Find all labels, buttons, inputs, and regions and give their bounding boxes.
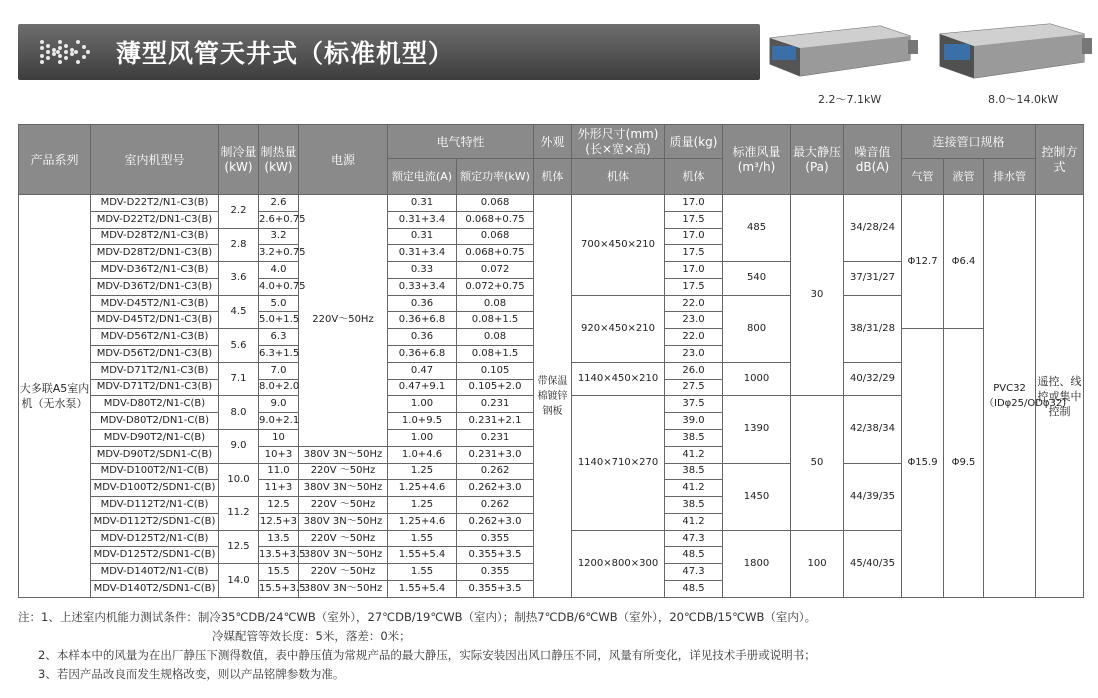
model-cell: MDV-D80T2/DN1-C(B) bbox=[91, 413, 219, 430]
rated-power-cell: 0.105+2.0 bbox=[457, 379, 534, 396]
header-airflow: 标准风量(m³/h) bbox=[723, 125, 791, 195]
rated-power-cell: 0.262 bbox=[457, 497, 534, 514]
title-banner bbox=[18, 24, 760, 80]
dimensions-cell: 1200×800×300 bbox=[572, 530, 665, 597]
heating-cell: 8.0+2.0 bbox=[259, 379, 299, 396]
power-cell: 220V ～50Hz bbox=[299, 564, 388, 581]
model-cell: MDV-D56T2/DN1-C3(B) bbox=[91, 346, 219, 363]
series-cell: 大多联A5室内机（无水泵） bbox=[19, 195, 91, 598]
airflow-cell: 800 bbox=[723, 295, 791, 362]
product-caption-large: 8.0～14.0kW bbox=[988, 93, 1059, 106]
cooling-cell: 9.0 bbox=[219, 429, 259, 463]
noise-cell: 45/40/35 bbox=[844, 530, 902, 597]
weight-cell: 17.0 bbox=[665, 195, 723, 212]
heating-cell: 3.2+0.75 bbox=[259, 245, 299, 262]
spec-table bbox=[18, 124, 1084, 598]
heating-cell: 5.0 bbox=[259, 295, 299, 312]
current-cell: 0.36+6.8 bbox=[388, 346, 457, 363]
rated-power-cell: 0.355+3.5 bbox=[457, 547, 534, 564]
current-cell: 1.55 bbox=[388, 530, 457, 547]
note-1b: 冷媒配管等效长度：5米，落差：0米； bbox=[212, 629, 411, 643]
current-cell: 0.31+3.4 bbox=[388, 245, 457, 262]
airflow-cell: 1450 bbox=[723, 463, 791, 530]
power-cell: 380V 3N～50Hz bbox=[299, 547, 388, 564]
heating-cell: 5.0+1.5 bbox=[259, 312, 299, 329]
header-static: 最大静压(Pa) bbox=[791, 125, 844, 195]
heating-cell: 15.5+3.5 bbox=[259, 580, 299, 597]
noise-cell: 42/38/34 bbox=[844, 396, 902, 463]
dimensions-cell: 1140×710×270 bbox=[572, 396, 665, 530]
current-cell: 0.33 bbox=[388, 262, 457, 279]
weight-cell: 41.2 bbox=[665, 513, 723, 530]
heating-cell: 9.0 bbox=[259, 396, 299, 413]
model-cell: MDV-D36T2/N1-C3(B) bbox=[91, 262, 219, 279]
header-gas: 气管 bbox=[902, 159, 944, 195]
airflow-cell: 1390 bbox=[723, 396, 791, 463]
current-cell: 1.55+5.4 bbox=[388, 580, 457, 597]
airflow-cell: 485 bbox=[723, 195, 791, 262]
rated-power-cell: 0.08 bbox=[457, 329, 534, 346]
power-cell: 220V ～50Hz bbox=[299, 463, 388, 480]
rated-power-cell: 0.08 bbox=[457, 295, 534, 312]
model-cell: MDV-D71T2/DN1-C3(B) bbox=[91, 379, 219, 396]
heating-cell: 12.5+3 bbox=[259, 513, 299, 530]
rated-power-cell: 0.231+2.1 bbox=[457, 413, 534, 430]
noise-cell: 38/31/28 bbox=[844, 295, 902, 362]
weight-cell: 37.5 bbox=[665, 396, 723, 413]
current-cell: 1.00 bbox=[388, 429, 457, 446]
current-cell: 1.55+5.4 bbox=[388, 547, 457, 564]
heating-cell: 9.0+2.1 bbox=[259, 413, 299, 430]
weight-cell: 22.0 bbox=[665, 329, 723, 346]
page-title: 薄型风管天井式（标准机型） bbox=[116, 39, 455, 68]
noise-cell: 34/28/24 bbox=[844, 195, 902, 262]
rated-power-cell: 0.355 bbox=[457, 530, 534, 547]
heating-cell: 13.5 bbox=[259, 530, 299, 547]
dimensions-cell: 1140×450×210 bbox=[572, 362, 665, 396]
model-cell: MDV-D125T2/N1-C(B) bbox=[91, 530, 219, 547]
header-model: 室内机型号 bbox=[91, 125, 219, 195]
heating-cell: 12.5 bbox=[259, 497, 299, 514]
product-caption-small: 2.2～7.1kW bbox=[818, 93, 882, 106]
header-liquid: 液管 bbox=[944, 159, 984, 195]
model-cell: MDV-D112T2/N1-C(B) bbox=[91, 497, 219, 514]
weight-cell: 38.5 bbox=[665, 463, 723, 480]
rated-power-cell: 0.105 bbox=[457, 362, 534, 379]
model-cell: MDV-D140T2/N1-C(B) bbox=[91, 564, 219, 581]
heating-cell: 10 bbox=[259, 429, 299, 446]
heating-cell: 3.2 bbox=[259, 228, 299, 245]
heating-cell: 4.0 bbox=[259, 262, 299, 279]
note-2: 2、本样本中的风量为在出厂静压下测得数值，表中静压值为常规产品的最大静压，实际安装因出风口静压不同，风量有所变化，详见技术手册或说明书； bbox=[38, 648, 816, 662]
weight-cell: 23.0 bbox=[665, 346, 723, 363]
current-cell: 1.25 bbox=[388, 463, 457, 480]
static-cell: 30 bbox=[791, 195, 844, 396]
model-cell: MDV-D22T2/N1-C3(B) bbox=[91, 195, 219, 212]
rated-power-cell: 0.08+1.5 bbox=[457, 346, 534, 363]
note-1: 注：1、上述室内机能力测试条件：制冷35℃DB/24℃WB（室外），27℃DB/19℃WB（室内）；制热7℃DB/6℃WB（室外），20℃DB/15℃WB（室内）。 bbox=[18, 610, 817, 624]
cooling-cell: 3.6 bbox=[219, 262, 259, 296]
current-cell: 1.00 bbox=[388, 396, 457, 413]
header-dimensions: 外形尺寸(mm)(长×宽×高) bbox=[572, 125, 665, 159]
weight-cell: 39.0 bbox=[665, 413, 723, 430]
current-cell: 0.47+9.1 bbox=[388, 379, 457, 396]
cooling-cell: 11.2 bbox=[219, 497, 259, 531]
power-cell: 380V 3N～50Hz bbox=[299, 580, 388, 597]
model-cell: MDV-D90T2/N1-C(B) bbox=[91, 429, 219, 446]
header-noise: 噪音值dB(A) bbox=[844, 125, 902, 195]
model-cell: MDV-D45T2/DN1-C3(B) bbox=[91, 312, 219, 329]
model-cell: MDV-D100T2/SDN1-C(B) bbox=[91, 480, 219, 497]
model-cell: MDV-D22T2/DN1-C3(B) bbox=[91, 211, 219, 228]
power-cell: 380V 3N～50Hz bbox=[299, 446, 388, 463]
header-current: 额定电流(A) bbox=[388, 159, 457, 195]
rated-power-cell: 0.231+3.0 bbox=[457, 446, 534, 463]
weight-cell: 38.5 bbox=[665, 429, 723, 446]
weight-cell: 26.0 bbox=[665, 362, 723, 379]
rated-power-cell: 0.072+0.75 bbox=[457, 278, 534, 295]
model-cell: MDV-D125T2/SDN1-C(B) bbox=[91, 547, 219, 564]
gas-cell: Φ15.9 bbox=[902, 329, 944, 598]
cooling-cell: 7.1 bbox=[219, 362, 259, 396]
header-control: 控制方式 bbox=[1036, 125, 1084, 195]
current-cell: 0.36+6.8 bbox=[388, 312, 457, 329]
noise-cell: 44/39/35 bbox=[844, 463, 902, 530]
header-dimensions-body: 机体 bbox=[572, 159, 665, 195]
power-cell: 220V～50Hz bbox=[299, 195, 388, 447]
noise-cell: 37/31/27 bbox=[844, 262, 902, 296]
weight-cell: 48.5 bbox=[665, 547, 723, 564]
rated-power-cell: 0.072 bbox=[457, 262, 534, 279]
current-cell: 1.0+9.5 bbox=[388, 413, 457, 430]
model-cell: MDV-D45T2/N1-C3(B) bbox=[91, 295, 219, 312]
rated-power-cell: 0.068 bbox=[457, 195, 534, 212]
current-cell: 0.36 bbox=[388, 329, 457, 346]
heating-cell: 7.0 bbox=[259, 362, 299, 379]
current-cell: 0.31 bbox=[388, 195, 457, 212]
airflow-cell: 1800 bbox=[723, 530, 791, 597]
weight-cell: 41.2 bbox=[665, 446, 723, 463]
model-cell: MDV-D28T2/DN1-C3(B) bbox=[91, 245, 219, 262]
cooling-cell: 5.6 bbox=[219, 329, 259, 363]
noise-cell: 40/32/29 bbox=[844, 362, 902, 396]
model-cell: MDV-D56T2/N1-C3(B) bbox=[91, 329, 219, 346]
header-heating: 制热量(kW) bbox=[259, 125, 299, 195]
header-weight-body: 机体 bbox=[665, 159, 723, 195]
liquid-cell: Φ6.4 bbox=[944, 195, 984, 329]
model-cell: MDV-D140T2/SDN1-C(B) bbox=[91, 580, 219, 597]
appearance-cell: 带保温棉镀锌钢板 bbox=[534, 195, 572, 598]
current-cell: 1.25 bbox=[388, 497, 457, 514]
power-cell: 220V ～50Hz bbox=[299, 530, 388, 547]
current-cell: 1.25+4.6 bbox=[388, 513, 457, 530]
current-cell: 0.36 bbox=[388, 295, 457, 312]
model-cell: MDV-D100T2/N1-C(B) bbox=[91, 463, 219, 480]
weight-cell: 17.5 bbox=[665, 211, 723, 228]
rated-power-cell: 0.068+0.75 bbox=[457, 211, 534, 228]
rated-power-cell: 0.262+3.0 bbox=[457, 513, 534, 530]
heating-cell: 11.0 bbox=[259, 463, 299, 480]
heating-cell: 2.6 bbox=[259, 195, 299, 212]
weight-cell: 47.3 bbox=[665, 530, 723, 547]
header-appearance: 外观 bbox=[534, 125, 572, 159]
airflow-cell: 1000 bbox=[723, 362, 791, 396]
current-cell: 0.47 bbox=[388, 362, 457, 379]
weight-cell: 17.5 bbox=[665, 245, 723, 262]
header-rated-power: 额定功率(kW) bbox=[457, 159, 534, 195]
cooling-cell: 8.0 bbox=[219, 396, 259, 430]
model-cell: MDV-D36T2/DN1-C3(B) bbox=[91, 278, 219, 295]
weight-cell: 17.5 bbox=[665, 278, 723, 295]
liquid-cell: Φ9.5 bbox=[944, 329, 984, 598]
cooling-cell: 2.2 bbox=[219, 195, 259, 229]
heating-cell: 6.3 bbox=[259, 329, 299, 346]
cooling-cell: 10.0 bbox=[219, 463, 259, 497]
static-cell: 100 bbox=[791, 530, 844, 597]
power-cell: 380V 3N～50Hz bbox=[299, 513, 388, 530]
heating-cell: 10+3 bbox=[259, 446, 299, 463]
note-3: 3、若因产品改良而发生规格改变，则以产品铭牌参数为准。 bbox=[38, 667, 345, 681]
weight-cell: 48.5 bbox=[665, 580, 723, 597]
header-pipe: 连接管口规格 bbox=[902, 125, 1036, 159]
header-cooling: 制冷量(kW) bbox=[219, 125, 259, 195]
header-weight: 质量(kg) bbox=[665, 125, 723, 159]
header-appearance-body: 机体 bbox=[534, 159, 572, 195]
control-cell: 遥控、线控或集中控制 bbox=[1036, 195, 1084, 598]
rated-power-cell: 0.068+0.75 bbox=[457, 245, 534, 262]
static-cell: 50 bbox=[791, 396, 844, 530]
header-power: 电源 bbox=[299, 125, 388, 195]
double-chevron-icon bbox=[38, 38, 90, 66]
rated-power-cell: 0.231 bbox=[457, 396, 534, 413]
model-cell: MDV-D90T2/SDN1-C(B) bbox=[91, 446, 219, 463]
product-image-large bbox=[932, 20, 1094, 82]
dimensions-cell: 920×450×210 bbox=[572, 295, 665, 362]
rated-power-cell: 0.262+3.0 bbox=[457, 480, 534, 497]
cooling-cell: 2.8 bbox=[219, 228, 259, 262]
rated-power-cell: 0.068 bbox=[457, 228, 534, 245]
weight-cell: 17.0 bbox=[665, 262, 723, 279]
cooling-cell: 12.5 bbox=[219, 530, 259, 564]
model-cell: MDV-D80T2/N1-C(B) bbox=[91, 396, 219, 413]
rated-power-cell: 0.355 bbox=[457, 564, 534, 581]
cooling-cell: 4.5 bbox=[219, 295, 259, 329]
current-cell: 0.31 bbox=[388, 228, 457, 245]
current-cell: 1.25+4.6 bbox=[388, 480, 457, 497]
header-drain: 排水管 bbox=[984, 159, 1036, 195]
weight-cell: 41.2 bbox=[665, 480, 723, 497]
weight-cell: 27.5 bbox=[665, 379, 723, 396]
heating-cell: 11+3 bbox=[259, 480, 299, 497]
weight-cell: 17.0 bbox=[665, 228, 723, 245]
gas-cell: Φ12.7 bbox=[902, 195, 944, 329]
weight-cell: 23.0 bbox=[665, 312, 723, 329]
model-cell: MDV-D71T2/N1-C3(B) bbox=[91, 362, 219, 379]
weight-cell: 22.0 bbox=[665, 295, 723, 312]
drain-cell: PVC32（IDφ25/ODφ32) bbox=[984, 195, 1036, 598]
weight-cell: 47.3 bbox=[665, 564, 723, 581]
product-image-small bbox=[760, 20, 922, 82]
current-cell: 1.0+4.6 bbox=[388, 446, 457, 463]
heating-cell: 6.3+1.5 bbox=[259, 346, 299, 363]
footnotes bbox=[18, 608, 816, 684]
rated-power-cell: 0.08+1.5 bbox=[457, 312, 534, 329]
rated-power-cell: 0.262 bbox=[457, 463, 534, 480]
cooling-cell: 14.0 bbox=[219, 564, 259, 598]
power-cell: 220V ～50Hz bbox=[299, 497, 388, 514]
dimensions-cell: 700×450×210 bbox=[572, 195, 665, 296]
heating-cell: 15.5 bbox=[259, 564, 299, 581]
model-cell: MDV-D112T2/SDN1-C(B) bbox=[91, 513, 219, 530]
power-cell: 380V 3N～50Hz bbox=[299, 480, 388, 497]
current-cell: 1.55 bbox=[388, 564, 457, 581]
rated-power-cell: 0.231 bbox=[457, 429, 534, 446]
weight-cell: 38.5 bbox=[665, 497, 723, 514]
heating-cell: 2.6+0.75 bbox=[259, 211, 299, 228]
model-cell: MDV-D28T2/N1-C3(B) bbox=[91, 228, 219, 245]
header-electrical: 电气特性 bbox=[388, 125, 534, 159]
header-series: 产品系列 bbox=[19, 125, 91, 195]
heating-cell: 4.0+0.75 bbox=[259, 278, 299, 295]
rated-power-cell: 0.355+3.5 bbox=[457, 580, 534, 597]
current-cell: 0.33+3.4 bbox=[388, 278, 457, 295]
current-cell: 0.31+3.4 bbox=[388, 211, 457, 228]
airflow-cell: 540 bbox=[723, 262, 791, 296]
heating-cell: 13.5+3.5 bbox=[259, 547, 299, 564]
